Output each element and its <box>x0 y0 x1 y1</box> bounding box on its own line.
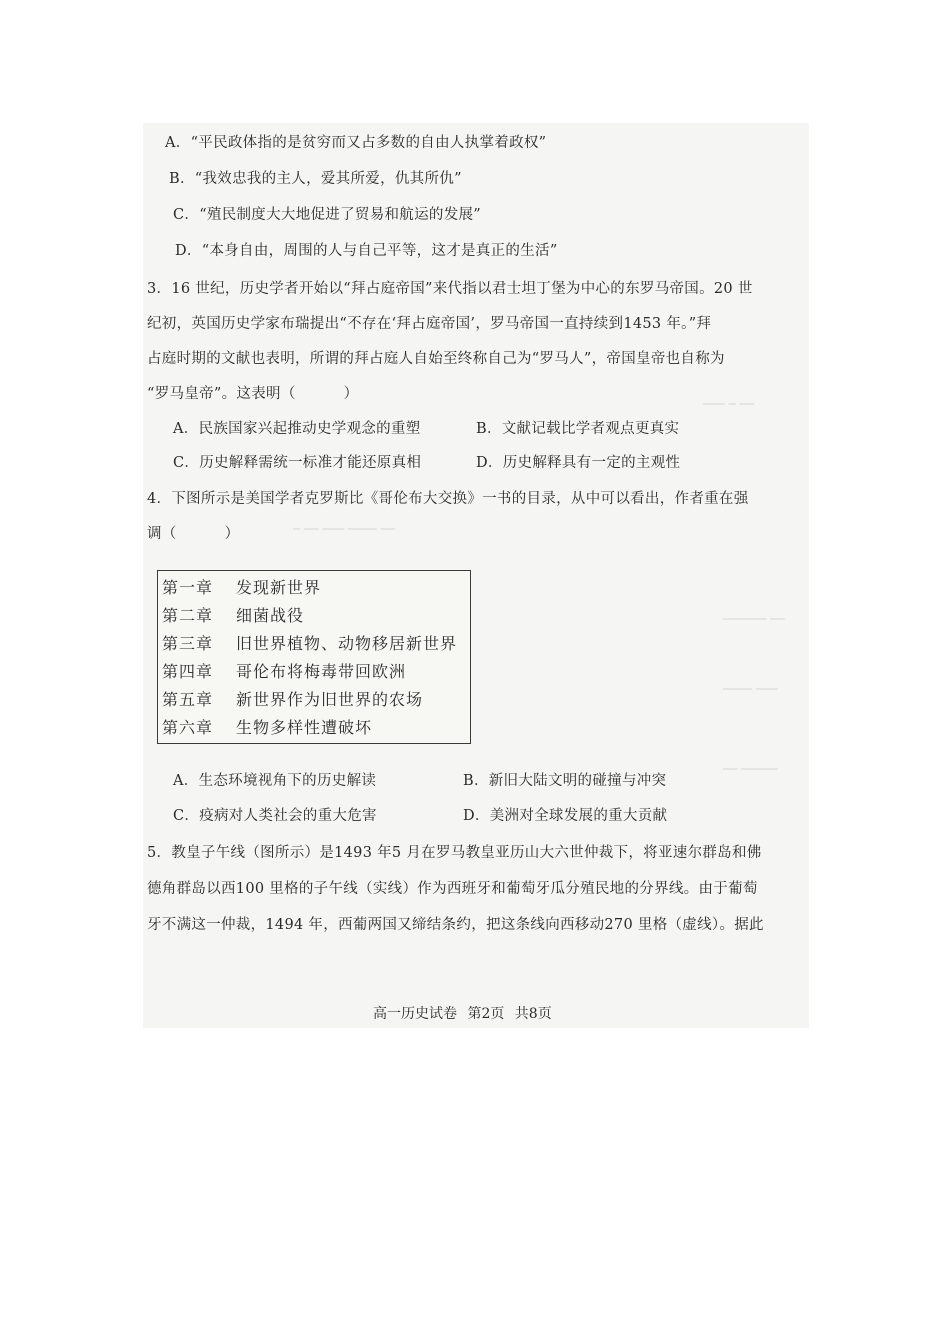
q4-stem-text: 调（ <box>147 526 177 542</box>
q4-stem-line-2 <box>147 524 239 544</box>
toc-chapter: 第五章 <box>162 690 214 709</box>
q4-option-a: A．生态环境视角下的历史解读 <box>173 773 377 789</box>
q3-option-a: A．民族国家兴起推动史学观念的重塑 <box>173 421 421 437</box>
toc-title: 细菌战役 <box>236 606 305 625</box>
book-table-of-contents <box>157 570 471 744</box>
q2-option-b: B．“我效忠我的主人，爱其所爱，仇其所仇” <box>169 171 462 187</box>
q4-option-b: B．新旧大陆文明的碰撞与冲突 <box>463 773 667 789</box>
q2-option-d: D．“本身自由，周围的人与自己平等，这才是真正的生活” <box>175 243 558 259</box>
bleed-through-marks: ─ ── ─── ──── ── <box>293 522 395 536</box>
toc-title: 新世界作为旧世界的农场 <box>236 690 424 709</box>
toc-chapter: 第二章 <box>162 606 214 625</box>
bleed-through-marks: ──── ─── <box>723 682 778 696</box>
page-footer: 高一历史试卷 第2页 共8页 <box>373 1006 552 1022</box>
toc-chapter: 第四章 <box>162 662 214 681</box>
q4-option-c: C．疫病对人类社会的重大危害 <box>173 808 377 824</box>
toc-row <box>162 714 470 742</box>
bleed-through-marks: ── ───── <box>723 762 778 776</box>
toc-row <box>162 658 470 686</box>
q5-stem-line-1: 5．教皇子午线（图所示）是1493 年5 月在罗马教皇亚历山大六世仲裁下，将亚速尔群岛和佛 <box>147 845 762 861</box>
bleed-through-marks: ────── ── <box>723 612 785 626</box>
toc-chapter: 第六章 <box>162 718 214 737</box>
q2-option-a: A．“平民政体指的是贫穷而又占多数的自由人执掌着政权” <box>165 135 547 151</box>
q3-option-d: D．历史解释具有一定的主观性 <box>476 455 681 471</box>
q4-paren-close: ） <box>224 526 240 542</box>
toc-row <box>162 630 470 658</box>
exam-page <box>143 123 809 1028</box>
q5-stem-line-3: 牙不满这一仲裁，1494 年，西葡两国又缔结条约，把这条线向西移动270 里格（虚线）。据此 <box>147 917 764 933</box>
q2-option-c: C．“殖民制度大大地促进了贸易和航运的发展” <box>173 207 482 223</box>
toc-row <box>162 602 470 630</box>
q3-option-b: B．文献记载比学者观点更真实 <box>476 421 680 437</box>
toc-title: 发现新世界 <box>236 578 322 597</box>
q5-stem-line-2: 德角群岛以西100 里格的子午线（实线）作为西班牙和葡萄牙瓜分殖民地的分界线。由于葡萄 <box>147 881 758 897</box>
bleed-through-marks: ─── ─ ── <box>703 397 754 411</box>
q4-stem-line-1: 4．下图所示是美国学者克罗斯比《哥伦布大交换》一书的目录，从中可以看出，作者重在强 <box>147 491 749 507</box>
toc-title: 生物多样性遭破坏 <box>236 718 373 737</box>
q3-stem-line-2: 纪初，英国历史学家布瑞提出“不存在‘拜占庭帝国’，罗马帝国一直持续到1453 年。”拜 <box>147 316 712 332</box>
q3-stem-line-1: 3．16 世纪，历史学者开始以“拜占庭帝国”来代指以君士坦丁堡为中心的东罗马帝国。20 世 <box>147 281 753 297</box>
q3-stem-text: “罗马皇帝”。这表明（ <box>147 386 296 402</box>
q4-option-d: D．美洲对全球发展的重大贡献 <box>463 808 668 824</box>
q3-stem-line-3: 占庭时期的文献也表明，所谓的拜占庭人自始至终称自己为“罗马人”，帝国皇帝也自称为 <box>147 351 725 367</box>
q3-option-c: C．历史解释需统一标准才能还原真相 <box>173 455 422 471</box>
toc-title: 旧世界植物、动物移居新世界 <box>236 634 458 653</box>
q3-stem-line-4 <box>147 384 358 404</box>
toc-row <box>162 686 470 714</box>
toc-chapter: 第三章 <box>162 634 214 653</box>
toc-title: 哥伦布将梅毒带回欧洲 <box>236 662 407 681</box>
toc-row <box>162 574 470 602</box>
toc-chapter: 第一章 <box>162 578 214 597</box>
q3-paren-close: ） <box>343 386 359 402</box>
